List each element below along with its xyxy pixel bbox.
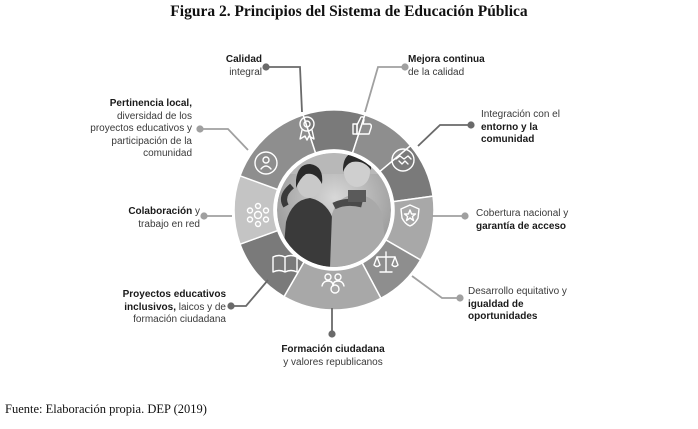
label-calidad-bold: Calidad xyxy=(225,54,262,65)
leader-proyectos xyxy=(231,280,268,306)
leader-calidad-dot xyxy=(262,63,269,70)
figure-source: Fuente: Elaboración propia. DEP (2019) xyxy=(5,402,207,416)
leader-pertinencia-dot xyxy=(196,125,203,132)
label-formacion-bold: Formación ciudadana xyxy=(281,344,385,355)
label-mejora xyxy=(408,54,518,79)
label-colaboracion xyxy=(110,206,200,231)
leader-formacion-dot xyxy=(328,330,335,337)
label-integracion-bold: entorno y la comunidad xyxy=(481,121,538,145)
label-pertinencia-rest: diversidad de los proyectos educativos y participación de la comunidad xyxy=(90,110,192,159)
label-proyectos-bold: Proyectos educativos inclusivos, xyxy=(122,289,226,313)
leader-pertinencia xyxy=(200,129,248,150)
label-formacion-rest: y valores republicanos xyxy=(283,356,383,368)
label-colaboracion-bold: Colaboración xyxy=(128,206,193,217)
leader-proyectos-dot xyxy=(227,302,234,309)
leader-calidad xyxy=(266,67,302,112)
label-pertinencia-bold: Pertinencia local, xyxy=(109,98,192,109)
leader-cobertura-dot xyxy=(461,212,468,219)
label-proyectos xyxy=(80,289,226,327)
label-mejora-bold: Mejora continua xyxy=(408,54,485,65)
label-proyectos-rest: laicos y de formación ciudadana xyxy=(133,301,226,325)
label-calidad xyxy=(202,54,262,79)
label-cobertura-bold: garantía de acceso xyxy=(476,220,567,232)
label-desarrollo xyxy=(468,286,578,324)
label-formacion xyxy=(278,344,388,369)
label-cobertura-pre: Cobertura nacional y xyxy=(476,208,569,219)
label-pertinencia xyxy=(80,98,192,161)
leader-colaboracion-dot xyxy=(200,212,207,219)
label-calidad-rest: integral xyxy=(229,66,262,78)
leader-desarrollo-dot xyxy=(456,294,463,301)
leader-desarrollo xyxy=(412,276,460,298)
label-desarrollo-bold: igualdad de oportunidades xyxy=(468,298,538,322)
leader-integracion xyxy=(418,125,471,146)
label-integracion-pre: Integración con el xyxy=(481,109,560,120)
leader-integracion-dot xyxy=(467,121,474,128)
leader-mejora xyxy=(365,67,405,112)
figure-title: Figura 2. Principios del Sistema de Educación Pública xyxy=(170,3,528,20)
label-colaboracion-rest: y trabajo en red xyxy=(138,206,200,230)
label-integracion xyxy=(481,109,591,147)
label-desarrollo-pre: Desarrollo equitativo y xyxy=(468,286,567,297)
label-mejora-rest: de la calidad xyxy=(408,66,465,78)
label-cobertura xyxy=(476,208,586,233)
